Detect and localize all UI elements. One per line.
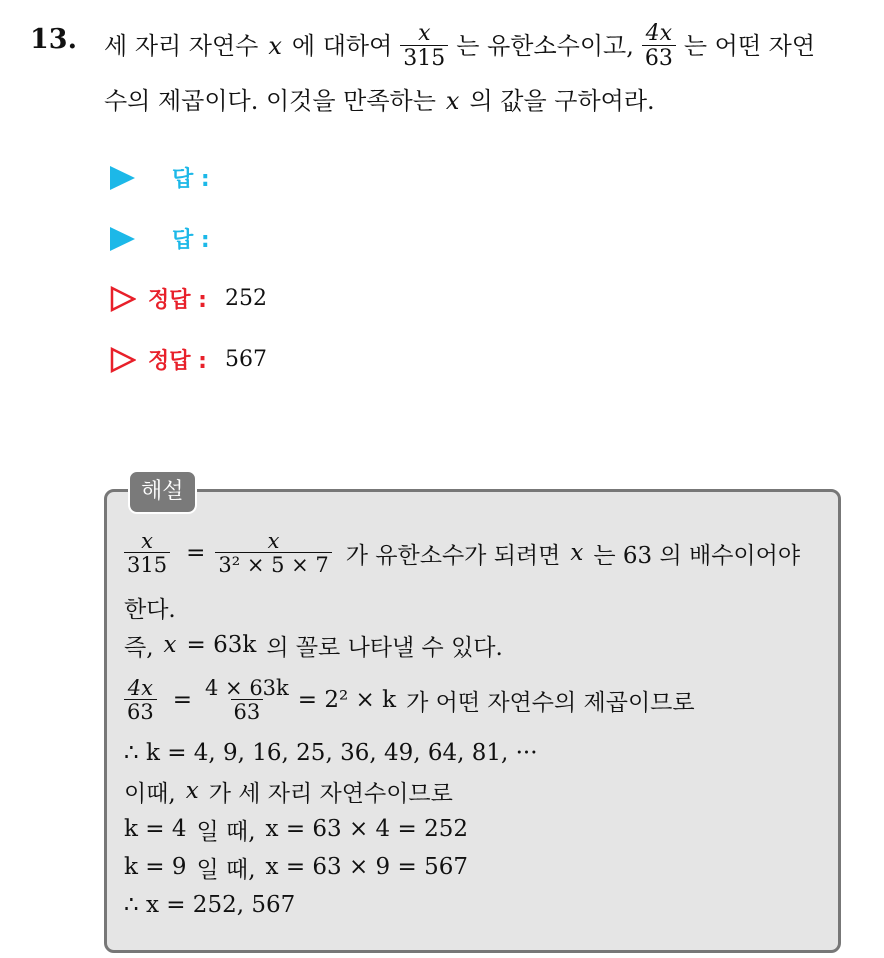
answer-label: 답 :	[172, 228, 210, 253]
solution-math: = 63k	[186, 632, 257, 658]
play-outline-icon	[110, 286, 136, 312]
correct-answer-label: 정답 :	[148, 349, 207, 374]
question-text: 세 자리 자연수	[104, 32, 259, 60]
solution-math: x = 63 × 4 = 252	[265, 816, 468, 842]
answer-label: 답 :	[172, 167, 210, 192]
solution-text: 가 세 자리 자연수이므로	[208, 780, 453, 807]
question-text: 는 유한소수이고,	[456, 32, 634, 60]
correct-answer-row-2	[110, 344, 267, 375]
fraction-numerator: x	[418, 20, 431, 46]
fraction-denominator: 315	[400, 45, 448, 70]
variable-x: x	[570, 540, 584, 566]
fraction-4x-over-63	[642, 22, 676, 70]
solution-text: 일 때,	[196, 856, 256, 883]
fraction-denominator: 3² × 5 × 7	[215, 552, 331, 576]
question-number: 13.	[30, 24, 77, 55]
question-text: 에 대하여	[291, 32, 393, 60]
correct-answer-value: 567	[224, 347, 267, 372]
fraction-numerator: x	[267, 528, 280, 553]
fraction-denominator: 63	[642, 45, 676, 70]
fraction-x-over-315	[124, 530, 170, 576]
solution-line-9	[124, 890, 295, 920]
solution-math: = 2² × k	[297, 687, 397, 713]
variable-x: x	[268, 32, 282, 60]
solution-line-8	[124, 852, 468, 882]
solution-text: 한다.	[124, 596, 176, 623]
question-text: 는 어떤 자연	[683, 32, 816, 60]
equals-sign: =	[186, 540, 206, 566]
solution-math: k = 9	[124, 854, 187, 880]
answer-row-2	[110, 223, 210, 254]
solution-text: 는 63 의 배수이어야	[593, 542, 801, 569]
play-outline-icon	[110, 347, 136, 373]
solution-text: 이때,	[124, 780, 176, 807]
fraction-x-over-315	[400, 22, 448, 70]
equals-sign: =	[172, 687, 193, 713]
fraction-4x63k-over-63	[202, 677, 292, 723]
fraction-numerator: 4 × 63k	[205, 675, 289, 700]
solution-text: 가 유한소수가 되려면	[345, 542, 561, 569]
solution-text: 가 어떤 자연수의 제곱이므로	[406, 689, 695, 716]
solution-math: ∴ x = 252, 567	[124, 892, 296, 918]
solution-text: 일 때,	[196, 818, 256, 845]
solution-text: 의 꼴로 나타낼 수 있다.	[266, 634, 503, 661]
solution-line-4	[124, 670, 695, 730]
solution-line-1	[124, 523, 800, 583]
question-text: 수의 제곱이다. 이것을 만족하는	[104, 87, 436, 115]
question-text: 의 값을 구하여라.	[469, 87, 655, 115]
solution-math: x = 63 × 9 = 567	[265, 854, 468, 880]
play-filled-icon	[110, 227, 135, 251]
fraction-numerator: x	[141, 528, 153, 553]
solution-line-5	[124, 738, 538, 768]
solution-math: ∴ k = 4, 9, 16, 25, 36, 49, 64, 81, ···	[124, 740, 538, 766]
variable-x: x	[163, 632, 177, 658]
solution-line-7	[124, 814, 468, 844]
fraction-numerator: 4x	[645, 20, 673, 46]
fraction-denominator: 315	[124, 552, 170, 576]
question-line-1	[104, 16, 815, 76]
solution-tag: 해설	[128, 470, 197, 514]
solution-line-2	[124, 592, 176, 622]
question-line-2	[104, 86, 655, 116]
correct-answer-label: 정답 :	[148, 288, 207, 313]
solution-line-6	[124, 776, 453, 806]
answer-row-1	[110, 162, 210, 193]
solution-text: 즉,	[124, 634, 154, 661]
variable-x: x	[185, 778, 199, 804]
correct-answer-row-1	[110, 283, 267, 314]
variable-x: x	[445, 87, 460, 115]
fraction-numerator: 4x	[127, 675, 153, 700]
solution-math: k = 4	[124, 816, 187, 842]
fraction-4x-over-63	[124, 677, 157, 723]
correct-answer-value: 252	[224, 286, 267, 311]
play-filled-icon	[110, 166, 135, 190]
fraction-x-over-factorization	[215, 530, 331, 576]
fraction-denominator: 63	[231, 699, 264, 723]
solution-line-3	[124, 630, 503, 660]
fraction-denominator: 63	[124, 699, 157, 723]
